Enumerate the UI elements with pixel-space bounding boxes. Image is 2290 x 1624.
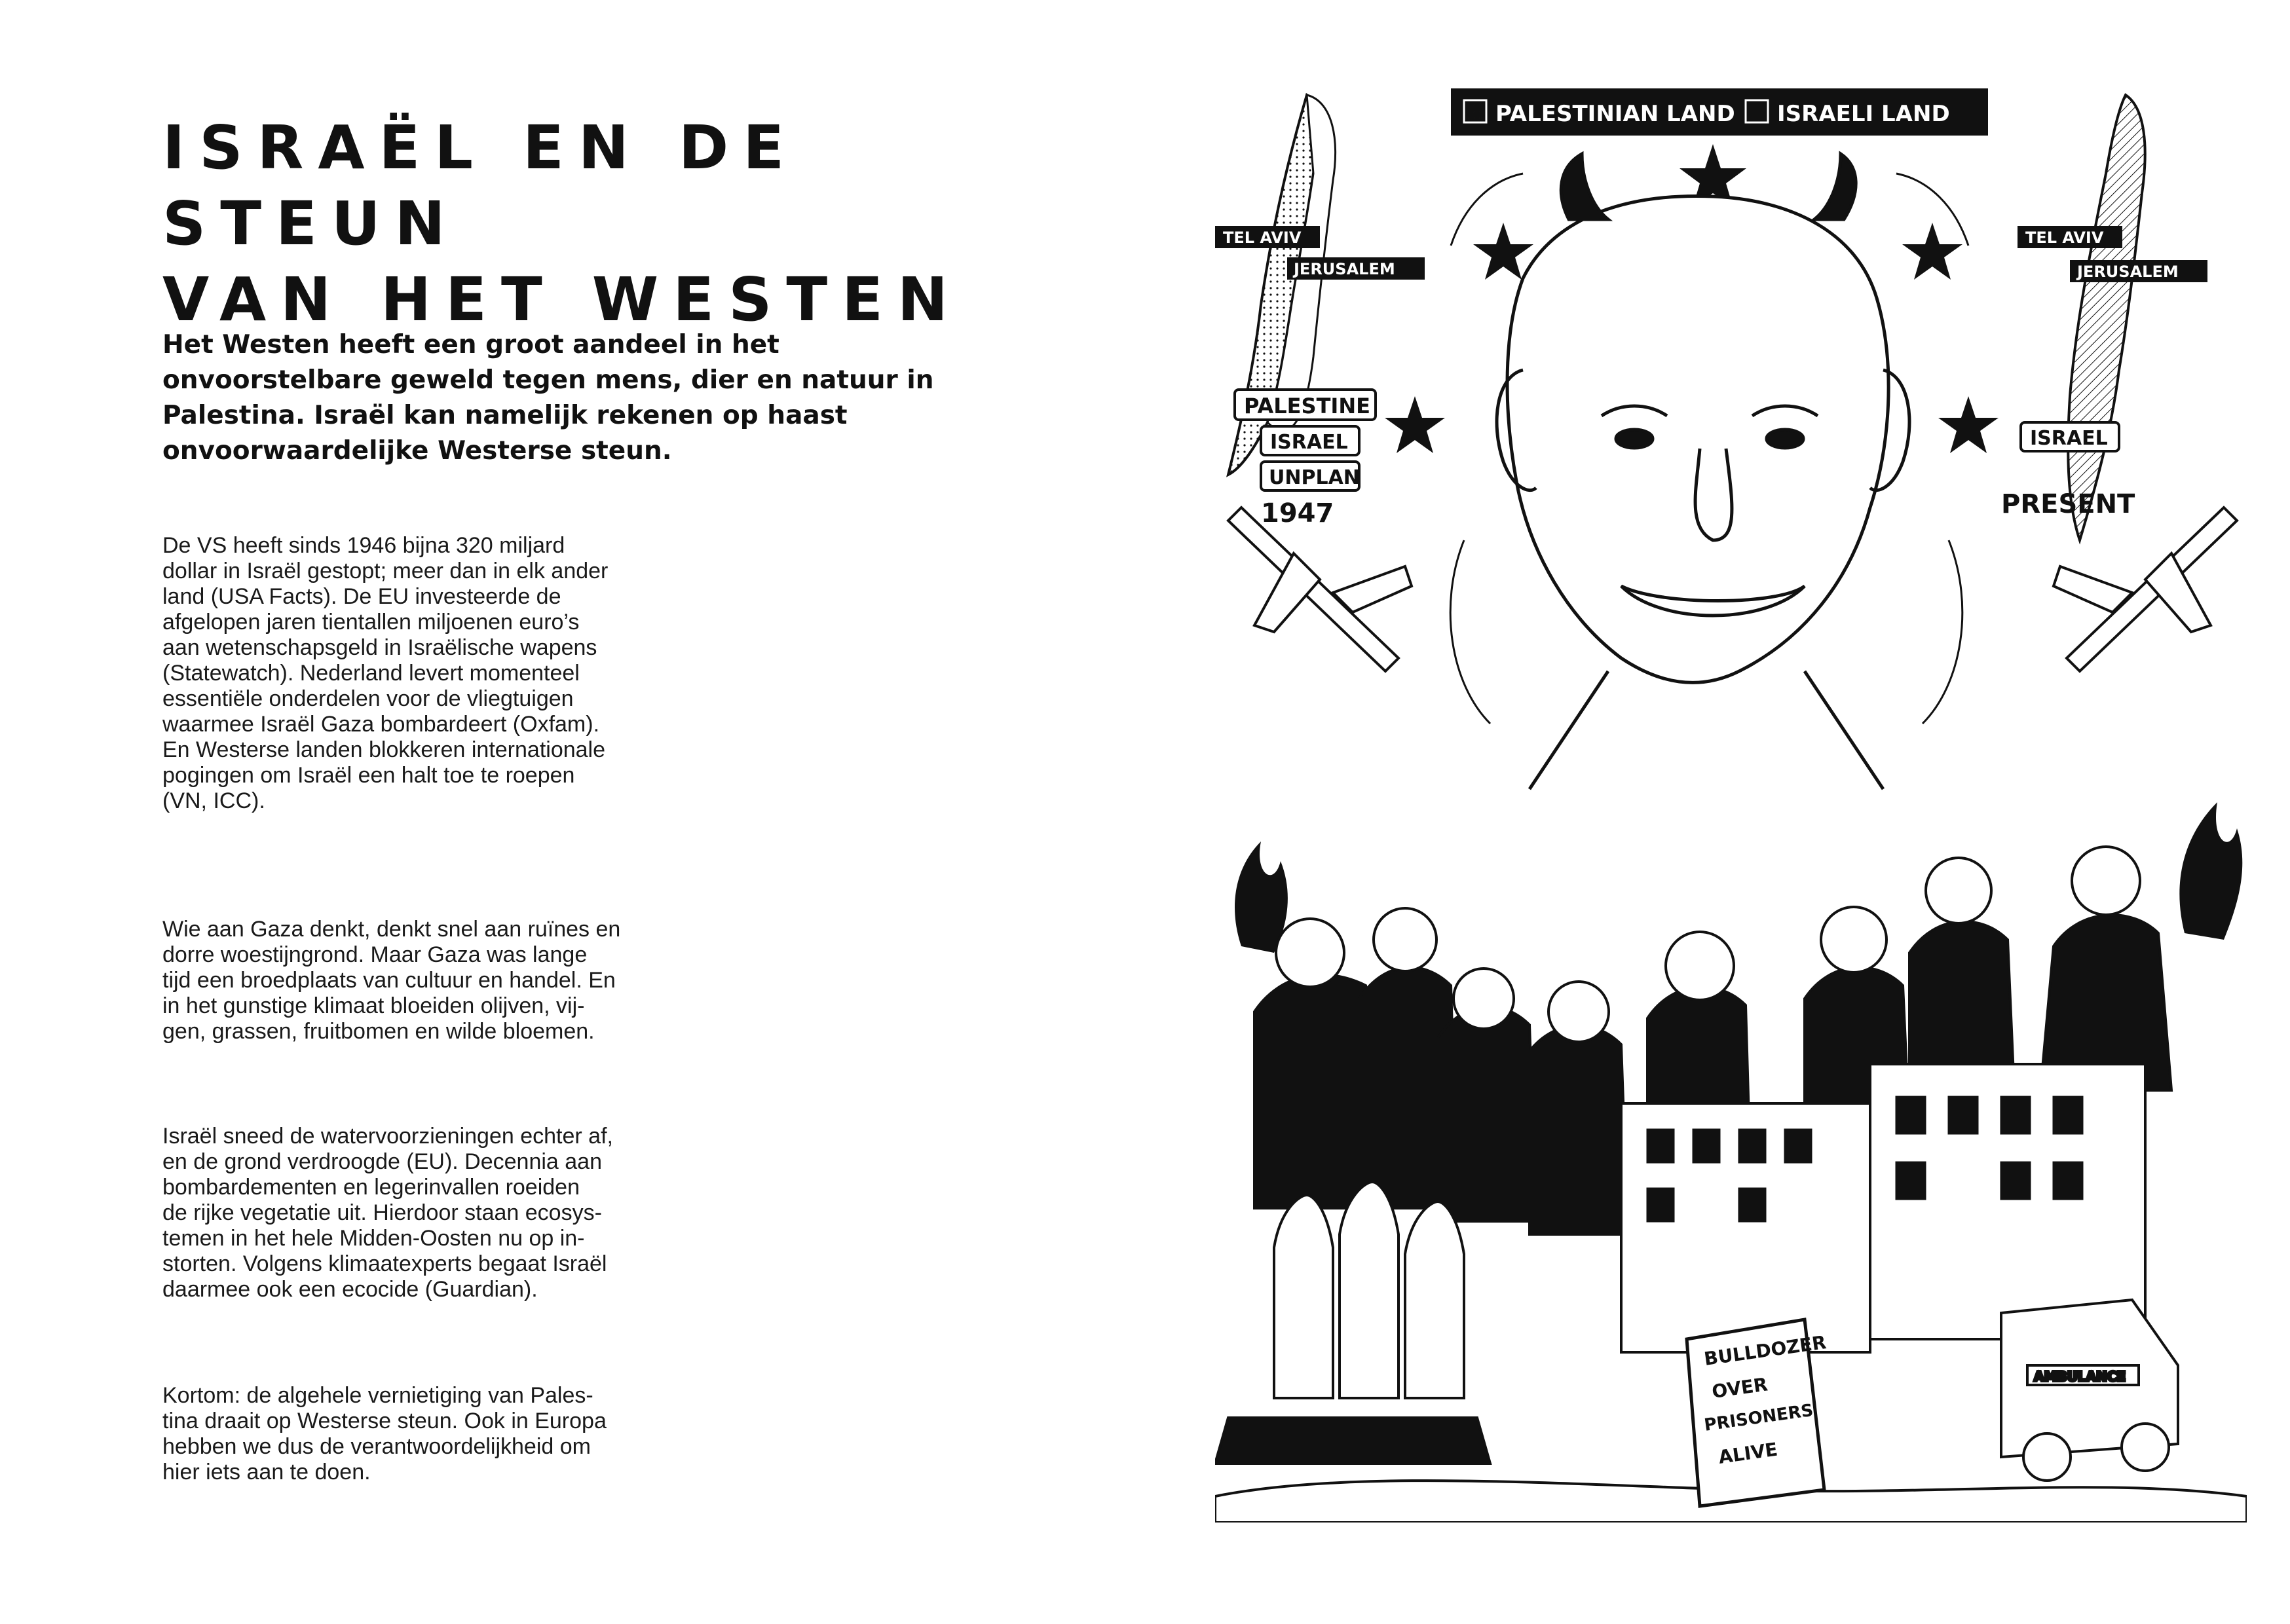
city-label: JERUSALEM (2077, 263, 2179, 281)
body-paragraph-4 (162, 1383, 706, 1485)
central-portrait (1450, 154, 1968, 789)
leader-figure (1254, 975, 1372, 1208)
israel-label: ISRAEL (1270, 431, 1348, 454)
paragraph-line: Wie aan Gaza denkt, denkt snel aan ruïnes en (162, 917, 621, 942)
leader-figure (1530, 1025, 1628, 1234)
israel-label: ISRAEL (2030, 427, 2108, 450)
paragraph-line: land (USA Facts). De EU investeerde de (162, 584, 561, 609)
year-1947-label: 1947 (1261, 498, 1334, 528)
body-paragraph-3 (162, 1124, 706, 1302)
body-paragraph-2 (162, 917, 706, 1044)
paragraph-line: in het gunstige klimaat bloeiden olijven, vij- (162, 993, 585, 1018)
paragraph-line: (VN, ICC). (162, 788, 265, 813)
paragraph-line: dorre woestijngrond. Maar Gaza was lange (162, 942, 588, 967)
paragraph-line: En Westerse landen blokkeren internationale (162, 737, 606, 762)
paragraph-line: Kortom: de algehele vernietiging van Pales- (162, 1383, 593, 1408)
fighter-jet-left-icon (1228, 507, 1412, 671)
paragraph-line: temen in het hele Midden-Oosten nu op in- (162, 1226, 585, 1251)
paragraph-line: storten. Volgens klimaatexperts begaat Israël (162, 1251, 607, 1276)
leader-head (1454, 969, 1514, 1029)
political-illustration (1215, 82, 2247, 1522)
leader-head (1821, 907, 1886, 972)
sign-line: ALIVE (1717, 1438, 1779, 1468)
paragraph-line: de rijke vegetatie uit. Hierdoor staan ecosys- (162, 1200, 602, 1225)
paragraph-line: tina draait op Westerse steun. Ook in Europa (162, 1409, 607, 1433)
star-icon (1473, 223, 1533, 280)
paragraph-line: aan wetenschapsgeld in Israëlische wapens (162, 635, 597, 660)
paragraph-line: gen, grassen, fruitbomen en wilde bloemen. (162, 1019, 595, 1044)
sign-line: BULLDOZER (1702, 1331, 1828, 1370)
paragraph-line: Israël sneed de watervoorzieningen echter af, (162, 1124, 613, 1149)
leader-head (1666, 932, 1734, 1000)
protest-sign (1687, 1320, 1828, 1506)
title-line-2: VAN HET WESTEN (162, 265, 962, 335)
leader-head (1926, 858, 1991, 923)
city-label: TEL AVIV (2025, 229, 2104, 247)
ambulance-label: AMBULANCE (2034, 1369, 2126, 1384)
paragraph-line: bombardementen en legerinvallen roeiden (162, 1175, 580, 1200)
unplan-label: UNPLAN (1269, 466, 1360, 489)
map-1947 (1215, 95, 1425, 528)
leader-head (1374, 908, 1436, 971)
leader-head (2072, 847, 2140, 915)
paragraph-line: pogingen om Israël een halt toe te roepen (162, 763, 575, 788)
leader-head (1549, 982, 1609, 1042)
map-label-stack (1235, 390, 1376, 528)
paragraph-line: daarmee ook een ecocide (Guardian). (162, 1277, 538, 1302)
map-present (2001, 95, 2207, 540)
star-icon (1902, 223, 1962, 280)
ambulance-icon (2001, 1300, 2178, 1481)
paragraph-line: en de grond verdroogde (EU). Decennia aan (162, 1149, 602, 1174)
missile-icons (1274, 1182, 1464, 1398)
paragraph-line: dollar in Israël gestopt; meer dan in elk ander (162, 559, 609, 583)
legend-palestinian-land: PALESTINIAN LAND (1495, 101, 1735, 127)
leader-figure (1438, 1006, 1536, 1221)
year-present-label: PRESENT (2001, 489, 2135, 519)
paragraph-line: tijd een broedplaats van cultuur en handel. En (162, 968, 616, 993)
map-legend (1451, 88, 1988, 136)
paragraph-line: hebben we dus de verantwoordelijkheid om (162, 1434, 591, 1459)
lead-paragraph: Het Westen heeft een groot aandeel in het onvoorstelbare geweld tegen mens, dier en natuur in Palestina. Israël kan namelijk rekenen op haast onvoorwaardelijke Westerse steun. (162, 330, 934, 466)
leader-head (1276, 919, 1344, 987)
paragraph-line: (Statewatch). Nederland levert momenteel (162, 661, 580, 686)
paragraph-line: De VS heeft sinds 1946 bijna 320 miljard (162, 533, 565, 558)
page-title (162, 110, 1047, 338)
legend-israeli-land: ISRAELI LAND (1777, 101, 1950, 127)
palestine-label: PALESTINE (1244, 394, 1370, 418)
paragraph-line: essentiële onderdelen voor de vliegtuigen (162, 686, 574, 711)
paragraph-line: waarmee Israël Gaza bombardeert (Oxfam). (162, 712, 600, 737)
title-line-1: ISRAËL EN DE STEUN (162, 113, 799, 259)
star-icon (1938, 396, 1999, 453)
sign-line: PRISONERS (1702, 1400, 1815, 1435)
sign-line: OVER (1710, 1373, 1769, 1403)
body-paragraph-1 (162, 533, 706, 814)
city-label: JERUSALEM (1294, 260, 1395, 278)
paragraph-line: hier iets aan te doen. (162, 1460, 371, 1485)
paragraph-line: afgelopen jaren tientallen miljoenen euro’s (162, 610, 580, 635)
star-icon (1385, 396, 1445, 453)
city-label: TEL AVIV (1223, 229, 1302, 247)
